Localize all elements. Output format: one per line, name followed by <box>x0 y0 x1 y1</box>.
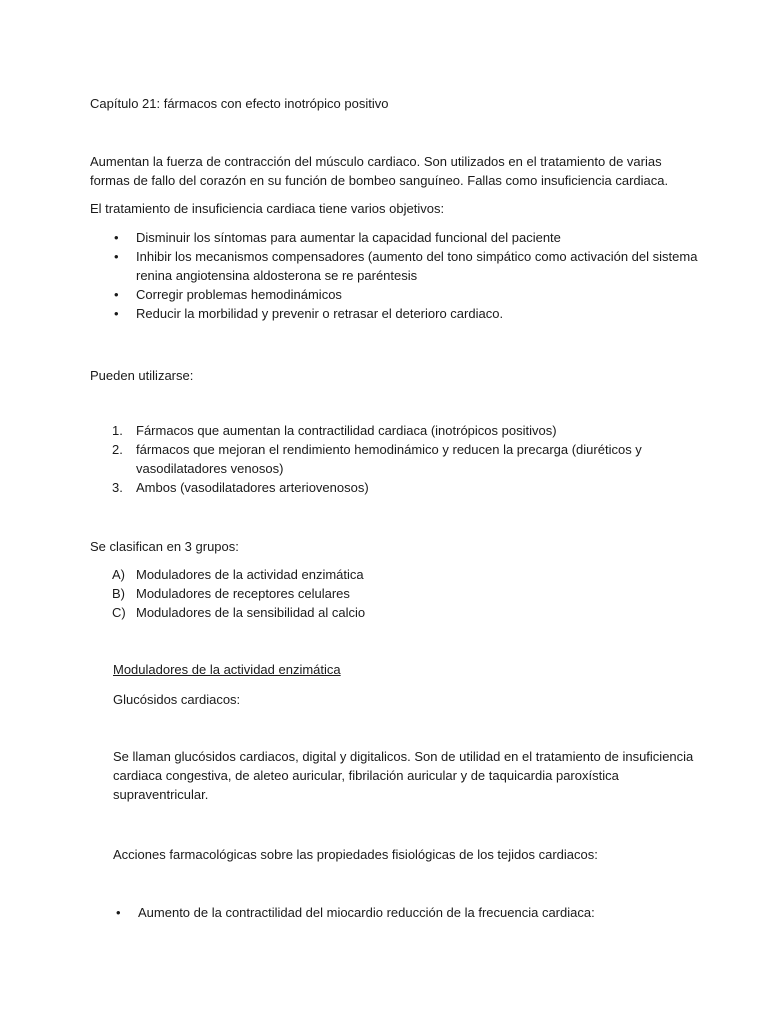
list-item-text: Moduladores de la actividad enzimática <box>136 567 364 582</box>
groups-list <box>90 565 710 622</box>
list-marker: A) <box>112 567 125 582</box>
actions-intro: Acciones farmacológicas sobre las propiedades fisiológicas de los tejidos cardiacos: <box>113 847 598 862</box>
list-item <box>90 565 710 584</box>
subheading: Glucósidos cardiacos: <box>113 692 241 707</box>
groups-label: Se clasifican en 3 grupos: <box>90 539 239 554</box>
list-marker: 2. <box>112 442 123 457</box>
list-item <box>90 421 710 440</box>
intro-paragraph: Aumentan la fuerza de contracción del músculo cardiaco. Son utilizados en el tratamiento de varias formas de fallo del corazón en su función de bombeo sanguíneo. Fallas como insuficiencia cardiaca. <box>90 154 669 188</box>
list-item: • Disminuir los síntomas para aumentar la capacidad funcional del paciente <box>90 228 710 247</box>
objectives-intro: El tratamiento de insuficiencia cardiaca tiene varios objetivos: <box>90 201 445 216</box>
section-heading: Moduladores de la actividad enzimática <box>113 662 341 677</box>
list-item <box>90 584 710 603</box>
list-marker: 3. <box>112 480 123 495</box>
list-item-text: Ambos (vasodilatadores arteriovenosos) <box>136 480 369 495</box>
list-item-text: Moduladores de receptores celulares <box>136 586 350 601</box>
list-marker: 1. <box>112 423 123 438</box>
list-item <box>90 603 710 622</box>
list-marker: C) <box>112 605 126 620</box>
list-item-text: Fármacos que aumentan la contractilidad cardiaca (inotrópicos positivos) <box>136 423 557 438</box>
objectives-list <box>90 228 710 323</box>
actions-list <box>90 903 710 922</box>
list-item: • Reducir la morbilidad y prevenir o retrasar el deterioro cardiaco. <box>90 304 710 323</box>
cardiac-glycosides-paragraph: Se llaman glucósidos cardiacos, digital y digitalicos. Son de utilidad en el tratamiento de insuficiencia cardiaca congestiva, de aleteo auricular, fibrilación auricular y de taquicardia paroxística supraventricular. <box>113 749 694 802</box>
list-item-text: fármacos que mejoran el rendimiento hemodinámico y reducen la precarga (diuréticos y vasodilatadores venosos) <box>136 442 642 476</box>
list-marker: B) <box>112 586 125 601</box>
list-item: • Inhibir los mecanismos compensadores (aumento del tono simpático como activación del sistema renina angiotensina aldosterona se re paréntesis <box>90 247 710 285</box>
list-item <box>90 440 710 478</box>
chapter-title: Capítulo 21: fármacos con efecto inotrópico positivo <box>90 96 389 111</box>
list-item-text: Moduladores de la sensibilidad al calcio <box>136 605 366 620</box>
drug-types-list <box>90 421 710 497</box>
list-item <box>90 478 710 497</box>
list-item: • Aumento de la contractilidad del miocardio reducción de la frecuencia cardiaca: <box>90 903 710 922</box>
can-use-label: Pueden utilizarse: <box>90 368 194 383</box>
list-item: • Corregir problemas hemodinámicos <box>90 285 710 304</box>
